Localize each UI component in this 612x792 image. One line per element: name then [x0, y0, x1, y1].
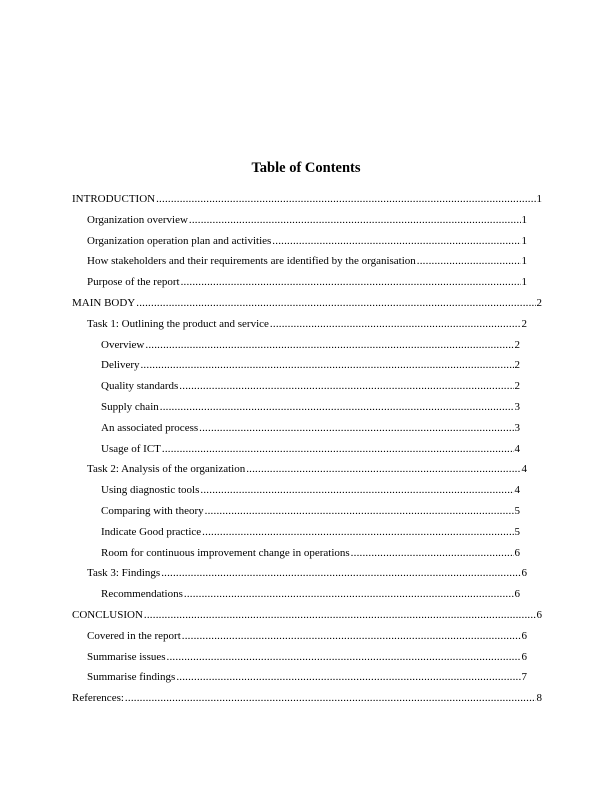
toc-entry[interactable]	[72, 355, 520, 376]
toc-entry[interactable]	[72, 667, 527, 688]
toc-entry-page-number: 6	[514, 588, 520, 601]
toc-entry-label: Using diagnostic tools	[101, 484, 200, 497]
dot-leader	[144, 605, 536, 626]
toc-entry-label: Overview	[101, 338, 145, 351]
toc-entry-label: An associated process	[101, 421, 199, 434]
toc-entry[interactable]	[72, 272, 527, 293]
dot-leader	[125, 688, 536, 709]
toc-entry-label: How stakeholders and their requirements are identified by the organisation	[87, 255, 416, 268]
dot-leader	[162, 439, 514, 460]
toc-entry-label: Quality standards	[101, 380, 179, 393]
dot-leader	[179, 376, 513, 397]
toc-entry-page-number: 1	[521, 255, 527, 268]
toc-entry-page-number: 5	[514, 504, 520, 517]
dot-leader	[145, 335, 513, 356]
toc-entry-label: Task 1: Outlining the product and service	[87, 317, 269, 330]
toc-entry-label: Room for continuous improvement change in operations	[101, 546, 350, 559]
dot-leader	[167, 647, 521, 668]
toc-entry[interactable]	[72, 418, 520, 439]
toc-entry[interactable]	[72, 459, 527, 480]
dot-leader	[136, 293, 535, 314]
toc-entry-label: INTRODUCTION	[72, 193, 156, 205]
toc-entry[interactable]	[72, 626, 527, 647]
dot-leader	[246, 459, 520, 480]
toc-entry-page-number: 7	[521, 671, 527, 684]
toc-entry-page-number: 4	[514, 442, 520, 455]
dot-leader	[160, 397, 514, 418]
toc-entry-page-number: 5	[514, 525, 520, 538]
toc-entry[interactable]	[72, 251, 527, 272]
toc-entry[interactable]	[72, 439, 520, 460]
toc-entry-label: Usage of ICT	[101, 442, 161, 455]
toc-entry[interactable]	[72, 522, 520, 543]
dot-leader	[417, 251, 521, 272]
dot-leader	[189, 210, 521, 231]
toc-entry-page-number: 1	[521, 234, 527, 247]
toc-entry[interactable]	[72, 563, 527, 584]
toc-entry[interactable]	[72, 231, 527, 252]
dot-leader	[184, 584, 514, 605]
toc-entry[interactable]	[72, 189, 542, 210]
toc-entry[interactable]	[72, 688, 542, 709]
toc-entry-label: Covered in the report	[87, 629, 181, 642]
toc-entry-page-number: 2	[521, 317, 527, 330]
toc-entry-label: Purpose of the report	[87, 276, 180, 289]
toc-entry-label: Comparing with theory	[101, 504, 204, 517]
toc-entry-page-number: 8	[536, 692, 542, 705]
toc-entry-page-number: 6	[521, 567, 527, 580]
dot-leader	[156, 189, 535, 210]
toc-entry[interactable]	[72, 335, 520, 356]
toc-entry-page-number: 1	[521, 276, 527, 289]
dot-leader	[351, 543, 514, 564]
toc-entry-label: Recommendations	[101, 588, 183, 601]
toc-entry-label: Organization overview	[87, 213, 188, 226]
toc-entry-label: MAIN BODY	[72, 296, 136, 309]
toc-entry-page-number: 2	[514, 380, 520, 393]
toc-entry-page-number: 4	[521, 463, 527, 476]
toc-entry-label: References:	[72, 692, 124, 705]
toc-entry-label: Supply chain	[101, 400, 159, 413]
toc-entry-page-number: 6	[536, 608, 542, 621]
toc-entry[interactable]	[72, 314, 527, 335]
toc-entry[interactable]	[72, 210, 527, 231]
dot-leader	[200, 480, 513, 501]
dot-leader	[182, 626, 521, 647]
toc-entry-page-number: 4	[514, 484, 520, 497]
dot-leader	[205, 501, 514, 522]
toc-entry[interactable]	[72, 480, 520, 501]
dot-leader	[202, 522, 513, 543]
toc-entry-label: Task 2: Analysis of the organization	[87, 463, 246, 476]
toc-entry[interactable]	[72, 293, 542, 314]
toc-title: Table of Contents	[251, 160, 361, 176]
toc-entry-label: Summarise issues	[87, 650, 166, 663]
toc-list	[72, 189, 544, 709]
toc-entry[interactable]	[72, 501, 520, 522]
dot-leader	[181, 272, 521, 293]
toc-entry-page-number: 3	[514, 400, 520, 413]
dot-leader	[272, 231, 520, 252]
toc-entry-page-number: 1	[521, 213, 527, 226]
dot-leader	[176, 667, 520, 688]
toc-entry-page-number: 1	[536, 193, 542, 205]
toc-entry-page-number: 6	[514, 546, 520, 559]
toc-entry-page-number: 6	[521, 650, 527, 663]
toc-entry[interactable]	[72, 584, 520, 605]
toc-entry[interactable]	[72, 543, 520, 564]
toc-entry-page-number: 6	[521, 629, 527, 642]
toc-entry[interactable]	[72, 376, 520, 397]
toc-entry-label: Summarise findings	[87, 671, 176, 684]
dot-leader	[161, 563, 520, 584]
toc-entry-label: CONCLUSION	[72, 608, 143, 621]
toc-entry[interactable]	[72, 397, 520, 418]
toc-entry-page-number: 2	[514, 338, 520, 351]
toc-entry-label: Delivery	[101, 359, 140, 372]
toc-entry-page-number: 3	[514, 421, 520, 434]
toc-entry-label: Organization operation plan and activities	[87, 234, 272, 247]
dot-leader	[199, 418, 513, 439]
dot-leader	[140, 355, 513, 376]
toc-entry-label: Indicate Good practice	[101, 525, 202, 538]
toc-entry[interactable]	[72, 605, 542, 626]
dot-leader	[270, 314, 521, 335]
toc-entry[interactable]	[72, 647, 527, 668]
toc-entry-label: Task 3: Findings	[87, 567, 161, 580]
toc-entry-page-number: 2	[514, 359, 520, 372]
toc-entry-page-number: 2	[536, 296, 542, 309]
